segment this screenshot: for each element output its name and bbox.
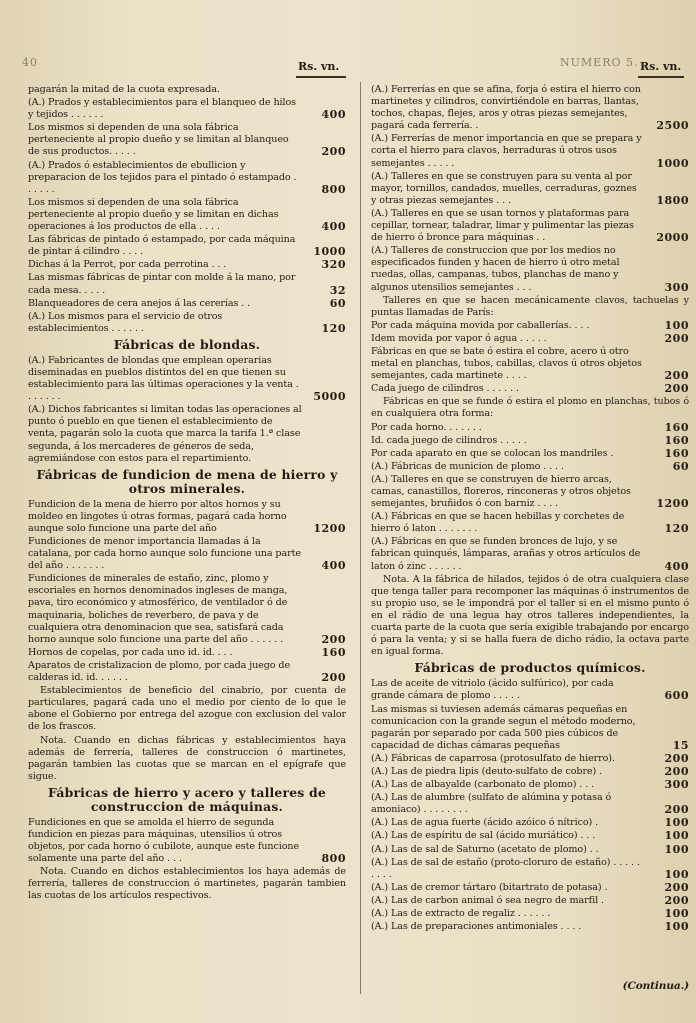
tariff-entry bbox=[28, 259, 346, 271]
tariff-entry bbox=[371, 346, 689, 382]
tariff-entry bbox=[28, 298, 346, 310]
tariff-entry bbox=[28, 272, 346, 296]
entry-rate: 200 bbox=[664, 751, 689, 765]
entry-text: (A.) Las de preparaciones antimoniales . . . . bbox=[371, 921, 582, 933]
issue-number: NUMERO 5. bbox=[560, 56, 639, 69]
right-header-rule bbox=[638, 76, 684, 78]
entry-rate: 200 bbox=[664, 764, 689, 778]
tariff-entry bbox=[371, 792, 689, 816]
entry-rate: 5000 bbox=[313, 390, 346, 404]
entry-rate: 160 bbox=[664, 420, 689, 434]
tariff-entry bbox=[28, 197, 346, 233]
tariff-entry bbox=[28, 84, 346, 96]
left-header-rule bbox=[296, 76, 346, 78]
tariff-entry bbox=[371, 422, 689, 434]
tariff-entry bbox=[371, 830, 689, 842]
entry-text: Las de aceite de vitriolo (ácido sulfúrico), por cada grande cámara de plomo . . . . . bbox=[371, 678, 614, 702]
tariff-entry bbox=[28, 660, 346, 684]
entry-rate: 400 bbox=[321, 108, 346, 122]
tariff-entry bbox=[28, 234, 346, 258]
note-paragraph: Talleres en que se hacen mecánicamente clavos, tachuelas y puntas llamadas de París: bbox=[371, 294, 689, 318]
note-paragraph: Nota. A la fábrica de hilados, tejidos ó de otra cualquiera clase que tenga taller para recomponer las máquinas ó instrumentos de su propio uso, se le impondrá por el taller si en el mismo punto ó en el rádio de una legua hay otros talleres independientes, la cuarta parte de la cuota que sería exigible trabajando por encargo ó para la venta; y si se halla fuera de dicho rádio, la octava parte en igual forma. bbox=[371, 573, 689, 658]
entry-rate: 100 bbox=[664, 920, 689, 934]
entry-rate: 1000 bbox=[656, 156, 689, 170]
continua-label: (Continua.) bbox=[622, 979, 689, 992]
entry-text: (A.) Las de cremor tártaro (bitartrato de potasa) . bbox=[371, 881, 608, 893]
tariff-entry bbox=[371, 678, 689, 702]
left-column bbox=[28, 84, 346, 994]
entry-text: (A.) Talleres de construccion que por los medios no especificados funden y hacen de hierro ú otro metal ruedas, ollas, campanas, tubos, planchas de mano y algunos utensilios semejantes . . . bbox=[371, 245, 620, 293]
tariff-entry bbox=[371, 333, 689, 345]
tariff-entry bbox=[28, 122, 346, 158]
tariff-entry bbox=[371, 882, 689, 894]
tariff-entry bbox=[371, 844, 689, 856]
tariff-entry bbox=[371, 383, 689, 395]
entry-text: (A.) Los mismos para el servicio de otros establecimientos . . . . . . bbox=[28, 310, 223, 334]
tariff-entry bbox=[371, 908, 689, 920]
entry-rate: 400 bbox=[664, 559, 689, 573]
entry-text: Fundiciones de minerales de estaño, zinc, plomo y escoriales en hornos denominados ingleses de manga, pava, tiro económico y atmosférico, de ventilador ó de maquinaria, boliches de reverbero, de pava y de cualquiera otra denominacion que sea, satisfará cada horno aunque solo funcione una parte del año . . . . . . bbox=[28, 573, 288, 645]
section-heading: Fábricas de productos químicos. bbox=[414, 660, 646, 676]
entry-text: (A.) Fábricas en que se hacen hebillas y corchetes de hierro ó laton . . . . . . . bbox=[371, 511, 625, 535]
tariff-entry bbox=[371, 511, 689, 535]
tariff-entry bbox=[28, 355, 346, 403]
entry-text: Fábricas en que se bate ó estira el cobre, acero ú otro metal en planchas, tubos, cabillas, clavos ú otros objetos semejantes, cada martinete . . . . bbox=[371, 345, 642, 382]
entry-rate: 100 bbox=[664, 842, 689, 856]
entry-text: Por cada máquina movida por caballerías. . . . bbox=[371, 319, 590, 331]
entry-rate: 15 bbox=[672, 738, 689, 752]
entry-text: (A.) Las de albayalde (carbonato de plomo) . . . bbox=[371, 779, 595, 791]
entry-text: Por cada aparato en que se colocan los mandriles . bbox=[371, 447, 614, 459]
tariff-entry bbox=[371, 704, 689, 752]
entry-rate: 2000 bbox=[656, 231, 689, 245]
entry-rate: 60 bbox=[672, 459, 689, 473]
entry-rate: 800 bbox=[321, 182, 346, 196]
section-heading: Fábricas de fundicion de mena de hierro y otros minerales. bbox=[36, 466, 338, 496]
entry-text: Cada juego de cilindros . . . . . . bbox=[371, 383, 519, 395]
tariff-entry bbox=[371, 857, 689, 881]
tariff-entry bbox=[371, 320, 689, 332]
entry-rate: 400 bbox=[321, 559, 346, 573]
entry-text: Los mismos si dependen de una sola fábrica perteneciente al propio dueño y se limitan al blanqueo de sus productos. . . . . bbox=[28, 122, 289, 158]
entry-text: (A.) Las de alumbre (sulfato de alúmina y potasa ó amoniaco) . . . . . . . . bbox=[371, 792, 612, 816]
entry-text: (A.) Fábricas en que se funden bronces de lujo, y se fabrican quinqués, lámparas, arañas y otros artículos de laton ó zinc . . . . . . bbox=[371, 536, 641, 572]
tariff-entry bbox=[28, 311, 346, 335]
tariff-entry bbox=[28, 647, 346, 659]
entry-text: Aparatos de cristalizacion de plomo, por cada juego de calderas id. id. . . . . . bbox=[28, 659, 291, 684]
entry-text: (A.) Prados y establecimientos para el blanqueo de hilos y tejidos . . . . . . bbox=[28, 97, 296, 121]
tariff-entry bbox=[28, 817, 346, 865]
tariff-entry bbox=[371, 208, 689, 244]
entry-text: (A.) Dichos fabricantes si limitan todas las operaciones al punto ó pueblo en que tienen el establecimiento de venta, pagarán solo la cuota que marca la tarifa 1.ª clase segunda, á los mercaderes de géneros de seda, agremiándose con estos para el repartimiento. bbox=[28, 404, 302, 464]
entry-rate: 200 bbox=[664, 880, 689, 894]
entry-rate: 320 bbox=[321, 258, 346, 272]
tariff-entry bbox=[371, 435, 689, 447]
entry-text: Por cada horno. . . . . . . bbox=[371, 421, 482, 433]
entry-text: (A.) Fabricantes de blondas que emplean operarias diseminadas en pueblos distintos del en que tienen su establecimiento para las últimas operaciones y la venta . . . . . . . bbox=[28, 354, 299, 403]
entry-rate: 1200 bbox=[313, 521, 346, 535]
entry-rate: 120 bbox=[664, 522, 689, 536]
tariff-entry bbox=[371, 448, 689, 460]
entry-text: Fundiciones de menor importancia llamadas á la catalana, por cada horno aunque solo funcione una parte del año . . . . . . . bbox=[28, 536, 301, 572]
entry-rate: 60 bbox=[329, 296, 346, 310]
entry-rate: 200 bbox=[321, 145, 346, 159]
entry-rate: 400 bbox=[321, 220, 346, 234]
entry-rate: 120 bbox=[321, 321, 346, 335]
entry-rate: 200 bbox=[321, 671, 346, 685]
tariff-entry bbox=[28, 573, 346, 646]
entry-rate: 160 bbox=[664, 446, 689, 460]
entry-rate: 160 bbox=[321, 645, 346, 659]
entry-rate: 160 bbox=[664, 433, 689, 447]
tariff-entry bbox=[28, 404, 346, 464]
entry-rate: 100 bbox=[664, 816, 689, 830]
tariff-entry bbox=[371, 817, 689, 829]
tariff-entry bbox=[28, 97, 346, 121]
entry-text: Los mismos si dependen de una sola fábrica perteneciente al propio dueño y se limitan en dichas operaciones á los productos de ella . . . . bbox=[28, 196, 279, 233]
right-column-unit-header: Rs. vn. bbox=[640, 60, 682, 73]
page-number: 40 bbox=[22, 56, 38, 69]
tariff-entry bbox=[371, 133, 689, 169]
entry-rate: 300 bbox=[664, 280, 689, 294]
tariff-entry bbox=[371, 753, 689, 765]
entry-text: (A.) Talleres en que se construyen de hierro arcas, camas, canastillos, floreros, rinconeras y otros objetos semejantes, bruñidos ó con barniz . . . . bbox=[371, 473, 631, 510]
entry-text: Blanqueadores de cera anejos á las cererías . . bbox=[28, 297, 251, 309]
entry-text: Las mismas si tuviesen además cámaras pequeñas en comunicacion con la grande segun el método moderno, pagarán por separado por cada 500 pies cúbicos de capacidad de dichas cámaras pequeñas bbox=[371, 703, 636, 751]
note-paragraph: Establecimientos de beneficio del cinabrio, por cuenta de particulares, pagará cada uno el medio por ciento de lo que le abone el Gobierno por entrega del azogue con exclusion del valor de los frascos. bbox=[28, 685, 346, 733]
entry-text: Fundicion de la mena de hierro por altos hornos y su moldeo en lingotes ú otras formas, pagará cada horno aunque solo funcione una parte del año bbox=[28, 498, 287, 534]
entry-rate: 800 bbox=[321, 852, 346, 866]
entry-text: (A.) Talleres en que se usan tornos y plataformas para cepillar, tornear, taladrar, limar y pulimentar las piezas de hierro ó bronce para máquinas . . bbox=[371, 207, 634, 244]
entry-text: Las fábricas de pintado ó estampado, por cada máquina de pintar á cilindro . . . . bbox=[28, 234, 296, 258]
tariff-entry bbox=[371, 245, 689, 293]
tariff-entry bbox=[371, 474, 689, 510]
entry-text: (A.) Fábricas de caparrosa (protosulfato de hierro). bbox=[371, 752, 615, 764]
entry-text: (A.) Las de espíritu de sal (ácido muriático) . . . bbox=[371, 830, 596, 842]
entry-rate: 200 bbox=[664, 369, 689, 383]
entry-text: Fundiciones en que se amolda el hierro de segunda fundicion en piezas para máquinas, utensilios ú otros objetos, por cada horno ó cubilote, aunque este funcione solamente una parte del año . . . bbox=[28, 816, 300, 865]
entry-rate: 600 bbox=[664, 689, 689, 703]
entry-rate: 300 bbox=[664, 778, 689, 792]
entry-rate: 2500 bbox=[656, 119, 689, 133]
entry-rate: 200 bbox=[664, 893, 689, 907]
tariff-entry bbox=[28, 160, 346, 196]
entry-text: Hornos de copelas, por cada uno id. id. . . . bbox=[28, 646, 233, 658]
tariff-entry bbox=[371, 895, 689, 907]
entry-rate: 100 bbox=[664, 867, 689, 881]
entry-rate: 200 bbox=[664, 382, 689, 396]
entry-rate: 200 bbox=[321, 632, 346, 646]
entry-text: (A.) Las de sal de estaño (proto-cloruro de estaño) . . . . . . . . . bbox=[371, 856, 640, 880]
entry-text: Id. cada juego de cilindros . . . . . bbox=[371, 434, 527, 446]
column-divider bbox=[360, 82, 361, 994]
entry-text: (A.) Prados ó establecimientos de ebullicion y preparacion de los tejidos para el pintado ó estampado . . . . . . bbox=[28, 159, 297, 195]
entry-rate: 200 bbox=[664, 803, 689, 817]
entry-rate: 1800 bbox=[656, 193, 689, 207]
entry-rate: 200 bbox=[664, 331, 689, 345]
tariff-entry bbox=[371, 536, 689, 572]
note-paragraph: Nota. Cuando en dichas fábricas y establecimientos haya además de ferrería, talleres de construccion ó martinetes, pagarán tambien las cuotas que se marcan en el epígrafe que sigue. bbox=[28, 734, 346, 782]
tariff-entry bbox=[371, 171, 689, 207]
section-heading: Fábricas de blondas. bbox=[113, 336, 261, 352]
entry-text: pagarán la mitad de la cuota expresada. bbox=[28, 84, 220, 95]
tariff-entry bbox=[28, 499, 346, 535]
entry-rate: 1000 bbox=[313, 245, 346, 259]
note-paragraph: Nota. Cuando en dichos establecimientos los haya además de ferrería, talleres de construccion ó martinetes, pagarán tambien las cuotas de los artículos respectivos. bbox=[28, 866, 346, 902]
entry-text: (A.) Las de carbon animal ó sea negro de marfil . bbox=[371, 894, 604, 906]
tariff-entry bbox=[371, 461, 689, 473]
right-column bbox=[371, 84, 689, 994]
entry-text: (A.) Las de piedra lipis (deuto-sulfato de cobre) . bbox=[371, 765, 603, 777]
entry-text: (A.) Talleres en que se construyen para su venta al por mayor, tornillos, candados, muelles, cerraduras, goznes y otras piezas semejantes . . . bbox=[371, 170, 637, 206]
entry-text: Dichas á la Perrot, por cada perrotina . . . bbox=[28, 259, 227, 271]
entry-rate: 32 bbox=[329, 283, 346, 297]
tariff-entry bbox=[371, 779, 689, 791]
tariff-entry bbox=[28, 536, 346, 572]
entry-rate: 100 bbox=[664, 318, 689, 332]
entry-rate: 100 bbox=[664, 829, 689, 843]
entry-text: Las mismas fábricas de pintar con molde á la mano, por cada mesa. . . . . bbox=[28, 272, 296, 296]
entry-text: (A.) Ferrerías de menor importancia en que se prepara y corta el hierro para clavos, herraduras ú otros usos semejantes . . . . . bbox=[371, 133, 642, 169]
entry-rate: 1200 bbox=[656, 497, 689, 511]
section-heading: Fábricas de hierro y acero y talleres de construccion de máquinas. bbox=[48, 784, 326, 814]
tariff-entry bbox=[371, 84, 689, 132]
entry-text: (A.) Fábricas de municion de plomo . . . . bbox=[371, 460, 564, 472]
note-paragraph: Fábricas en que se funde ó estira el plomo en planchas, tubos ó en cualquiera otra forma: bbox=[371, 396, 689, 420]
tariff-entry bbox=[371, 921, 689, 933]
entry-rate: 100 bbox=[664, 907, 689, 920]
left-column-unit-header: Rs. vn. bbox=[298, 60, 340, 73]
tariff-entry bbox=[371, 766, 689, 778]
entry-text: (A.) Las de agua fuerte (ácido azóico ó nítrico) . bbox=[371, 817, 599, 829]
entry-text: (A.) Las de sal de Saturno (acetato de plomo) . . bbox=[371, 843, 599, 855]
entry-text: Idem movida por vapor ó agua . . . . . bbox=[371, 332, 547, 344]
entry-text: (A.) Ferrerías en que se afina, forja ó estira el hierro con martinetes y cilindros, convirtiéndole en barras, llantas, tochos, chapas, flejes, aros y otras piezas semejantes, pagará cada ferrería. . bbox=[371, 84, 641, 132]
entry-text: (A.) Las de extracto de regaliz . . . . . . bbox=[371, 908, 551, 919]
